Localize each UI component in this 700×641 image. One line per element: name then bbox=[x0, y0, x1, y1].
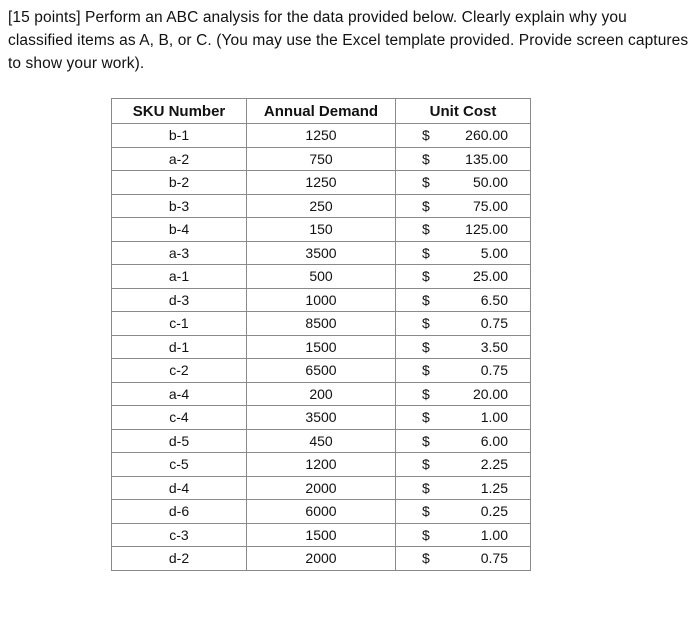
cell-annual-demand: 150 bbox=[247, 218, 396, 242]
table-header-row bbox=[112, 99, 531, 124]
unit-cost-amount: 3.50 bbox=[480, 338, 508, 355]
cell-sku-number: d-4 bbox=[112, 476, 247, 500]
unit-cost-amount: 0.25 bbox=[480, 503, 508, 520]
currency-symbol: $ bbox=[422, 174, 430, 191]
table-body bbox=[112, 124, 531, 571]
cell-annual-demand: 450 bbox=[247, 429, 396, 453]
currency-symbol: $ bbox=[422, 291, 430, 308]
header-annual-demand: Annual Demand bbox=[247, 99, 396, 124]
unit-cost-amount: 1.00 bbox=[480, 526, 508, 543]
cell-sku-number: b-3 bbox=[112, 194, 247, 218]
cell-annual-demand: 3500 bbox=[247, 406, 396, 430]
cell-unit-cost bbox=[396, 171, 531, 195]
table-row bbox=[112, 312, 531, 336]
currency-symbol: $ bbox=[422, 503, 430, 520]
unit-cost-amount: 6.50 bbox=[480, 291, 508, 308]
table-row bbox=[112, 124, 531, 148]
cell-unit-cost bbox=[396, 382, 531, 406]
cell-sku-number: b-4 bbox=[112, 218, 247, 242]
cell-sku-number: d-6 bbox=[112, 500, 247, 524]
cell-annual-demand: 6500 bbox=[247, 359, 396, 383]
currency-symbol: $ bbox=[422, 409, 430, 426]
unit-cost-amount: 20.00 bbox=[472, 385, 508, 402]
cell-sku-number: a-1 bbox=[112, 265, 247, 289]
currency-symbol: $ bbox=[422, 268, 430, 285]
currency-symbol: $ bbox=[422, 456, 430, 473]
table-row bbox=[112, 500, 531, 524]
unit-cost-amount: 2.25 bbox=[480, 456, 508, 473]
cell-unit-cost bbox=[396, 547, 531, 571]
cell-unit-cost bbox=[396, 453, 531, 477]
cell-sku-number: d-3 bbox=[112, 288, 247, 312]
table-row bbox=[112, 218, 531, 242]
currency-symbol: $ bbox=[422, 362, 430, 379]
unit-cost-amount: 25.00 bbox=[472, 268, 508, 285]
table-row bbox=[112, 476, 531, 500]
currency-symbol: $ bbox=[422, 385, 430, 402]
currency-symbol: $ bbox=[422, 526, 430, 543]
cell-unit-cost bbox=[396, 124, 531, 148]
unit-cost-amount: 50.00 bbox=[472, 174, 508, 191]
table-row bbox=[112, 382, 531, 406]
cell-unit-cost bbox=[396, 429, 531, 453]
table-row bbox=[112, 359, 531, 383]
cell-sku-number: c-2 bbox=[112, 359, 247, 383]
table-row bbox=[112, 241, 531, 265]
table-row bbox=[112, 147, 531, 171]
table-row bbox=[112, 171, 531, 195]
currency-symbol: $ bbox=[422, 150, 430, 167]
cell-annual-demand: 2000 bbox=[247, 547, 396, 571]
cell-annual-demand: 3500 bbox=[247, 241, 396, 265]
currency-symbol: $ bbox=[422, 221, 430, 238]
sku-table bbox=[111, 98, 531, 571]
table-row bbox=[112, 523, 531, 547]
unit-cost-amount: 0.75 bbox=[480, 550, 508, 567]
unit-cost-amount: 5.00 bbox=[480, 244, 508, 261]
cell-annual-demand: 1250 bbox=[247, 124, 396, 148]
cell-annual-demand: 1250 bbox=[247, 171, 396, 195]
cell-annual-demand: 500 bbox=[247, 265, 396, 289]
cell-annual-demand: 200 bbox=[247, 382, 396, 406]
cell-annual-demand: 6000 bbox=[247, 500, 396, 524]
cell-unit-cost bbox=[396, 406, 531, 430]
cell-sku-number: d-2 bbox=[112, 547, 247, 571]
cell-unit-cost bbox=[396, 359, 531, 383]
table-row bbox=[112, 453, 531, 477]
currency-symbol: $ bbox=[422, 550, 430, 567]
cell-sku-number: c-5 bbox=[112, 453, 247, 477]
cell-sku-number: a-4 bbox=[112, 382, 247, 406]
unit-cost-amount: 1.25 bbox=[480, 479, 508, 496]
question-text: [15 points] Perform an ABC analysis for the data provided below. Clearly explain why you classified items as A, B, or C. (You may use the Excel template provided. Provide screen captures to show your work). bbox=[8, 9, 689, 72]
table-row bbox=[112, 265, 531, 289]
currency-symbol: $ bbox=[422, 479, 430, 496]
table-row bbox=[112, 406, 531, 430]
cell-unit-cost bbox=[396, 265, 531, 289]
cell-sku-number: c-1 bbox=[112, 312, 247, 336]
unit-cost-amount: 1.00 bbox=[480, 409, 508, 426]
cell-sku-number: b-2 bbox=[112, 171, 247, 195]
unit-cost-amount: 75.00 bbox=[472, 197, 508, 214]
cell-unit-cost bbox=[396, 335, 531, 359]
cell-annual-demand: 1200 bbox=[247, 453, 396, 477]
currency-symbol: $ bbox=[422, 432, 430, 449]
currency-symbol: $ bbox=[422, 127, 430, 144]
cell-unit-cost bbox=[396, 312, 531, 336]
cell-sku-number: a-3 bbox=[112, 241, 247, 265]
unit-cost-amount: 260.00 bbox=[465, 127, 508, 144]
cell-unit-cost bbox=[396, 476, 531, 500]
table-row bbox=[112, 547, 531, 571]
cell-annual-demand: 8500 bbox=[247, 312, 396, 336]
cell-unit-cost bbox=[396, 288, 531, 312]
currency-symbol: $ bbox=[422, 244, 430, 261]
cell-sku-number: d-5 bbox=[112, 429, 247, 453]
table-row bbox=[112, 194, 531, 218]
unit-cost-amount: 135.00 bbox=[465, 150, 508, 167]
cell-unit-cost bbox=[396, 218, 531, 242]
table-row bbox=[112, 288, 531, 312]
unit-cost-amount: 0.75 bbox=[480, 315, 508, 332]
cell-annual-demand: 1500 bbox=[247, 523, 396, 547]
cell-unit-cost bbox=[396, 241, 531, 265]
cell-sku-number: a-2 bbox=[112, 147, 247, 171]
cell-sku-number: c-4 bbox=[112, 406, 247, 430]
header-sku-number: SKU Number bbox=[112, 99, 247, 124]
cell-unit-cost bbox=[396, 523, 531, 547]
cell-unit-cost bbox=[396, 500, 531, 524]
header-unit-cost: Unit Cost bbox=[396, 99, 531, 124]
cell-sku-number: c-3 bbox=[112, 523, 247, 547]
cell-annual-demand: 1000 bbox=[247, 288, 396, 312]
unit-cost-amount: 0.75 bbox=[480, 362, 508, 379]
cell-sku-number: b-1 bbox=[112, 124, 247, 148]
table-row bbox=[112, 429, 531, 453]
currency-symbol: $ bbox=[422, 338, 430, 355]
cell-annual-demand: 750 bbox=[247, 147, 396, 171]
cell-annual-demand: 250 bbox=[247, 194, 396, 218]
currency-symbol: $ bbox=[422, 315, 430, 332]
unit-cost-amount: 125.00 bbox=[465, 221, 508, 238]
unit-cost-amount: 6.00 bbox=[480, 432, 508, 449]
cell-sku-number: d-1 bbox=[112, 335, 247, 359]
cell-annual-demand: 2000 bbox=[247, 476, 396, 500]
table-row bbox=[112, 335, 531, 359]
cell-unit-cost bbox=[396, 147, 531, 171]
cell-unit-cost bbox=[396, 194, 531, 218]
currency-symbol: $ bbox=[422, 197, 430, 214]
cell-annual-demand: 1500 bbox=[247, 335, 396, 359]
